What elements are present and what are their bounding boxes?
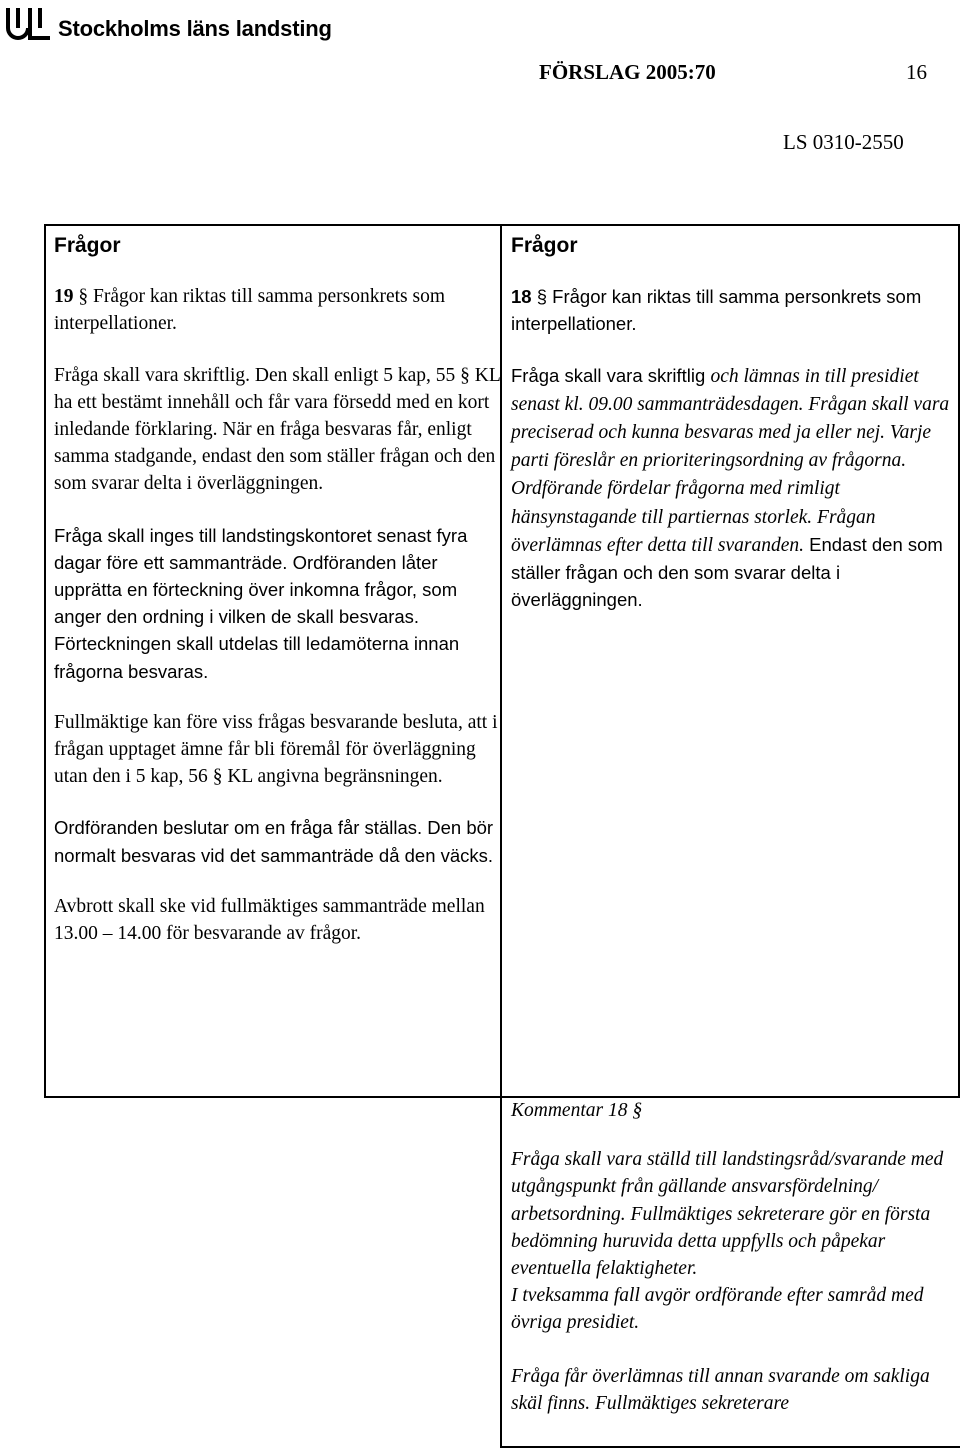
section-number: 18	[511, 286, 532, 308]
left-column	[54, 232, 502, 971]
page-header	[0, 60, 960, 90]
section-number: 19	[54, 286, 74, 308]
left-paragraph-6: Avbrott skall ske vid fullmäktiges sammanträde mellan 13.00 – 14.00 för besvarande av frågor.	[54, 895, 485, 945]
left-paragraph-1: 19 § Frågor kan riktas till samma personkrets som interpellationer.	[54, 286, 446, 335]
comment-paragraph-3: Fråga får överlämnas till annan svarande om sakliga skäl finns. Fullmäktiges sekreterare	[511, 1365, 930, 1414]
comment-column	[511, 1097, 959, 1441]
right-column	[511, 232, 951, 637]
landsting-logo-icon	[4, 6, 54, 46]
left-paragraph-3: Fråga skall inges till landstingskontoret senast fyra dagar före ett sammanträde. Ordföranden låter upprätta en förteckning över inkomna frågor, som anger den ordning i vilken de skall besvaras. Förteckningen skall utdelas till ledamöterna innan frågorna besvaras.	[54, 524, 468, 682]
right-paragraph-2: Fråga skall vara skriftlig och lämnas in till presidiet senast kl. 09.00 sammanträdesdagen. Frågan skall vara preciserad och kunna besvaras med ja eller nej. Varje parti föreslår en prioriteringsordning av frågorna. Ordförande fördelar frågorna med rimligt hänsynstagande till partiernas storlek. Frågan överlämnas efter detta till svaranden. Endast den som ställer frågan och den som svarar delta i överläggningen.	[511, 364, 950, 611]
document-reference: LS 0310-2550	[783, 130, 904, 154]
page-number: 16	[906, 60, 927, 84]
comment-paragraph-2: I tveksamma fall avgör ordförande efter samråd med övriga presidiet.	[511, 1285, 924, 1334]
section-sign: §	[460, 364, 470, 386]
table-top-border	[44, 224, 960, 226]
section-sign: §	[78, 286, 89, 308]
comment-paragraph-1: Fråga skall vara ställd till landstingsråd/svarande med utgångspunkt från gällande ansvarsfördelning/ arbetsordning. Fullmäktiges sekreterare gör en första bedömning huruvida detta uppfylls och påpekar eventuella felaktigheter.	[511, 1149, 944, 1280]
left-heading: Frågor	[54, 234, 121, 257]
section-sign: §	[536, 286, 548, 308]
comment-heading: Kommentar 18 §	[511, 1100, 643, 1121]
left-paragraph-2: Fråga skall vara skriftlig. Den skall enligt 5 kap, 55 § KL ha ett bestämt innehåll och får vara försedd med en kort inledande förklaring. När en fråga besvaras får, enligt samma stadgande, endast den som ställer frågan och den som svarar delta i överläggningen.	[54, 364, 501, 495]
right-heading: Frågor	[511, 234, 578, 257]
left-paragraph-5: Ordföranden beslutar om en fråga får ställas. Den bör normalt besvaras vid det sammanträde då den väcks.	[54, 817, 494, 866]
section-sign: §	[212, 766, 223, 788]
section-sign: §	[632, 1100, 643, 1121]
org-name: Stockholms läns landsting	[58, 16, 332, 41]
org-logo	[4, 6, 332, 46]
document-title: FÖRSLAG 2005:70	[539, 60, 716, 84]
left-paragraph-4: Fullmäktige kan före viss frågas besvarande besluta, att i frågan upptaget ämne får bli föremål för överläggning utan den i 5 kap, 56 § KL angivna begränsningen.	[54, 711, 498, 788]
table-bottom-border	[500, 1446, 960, 1448]
table-left-border	[44, 224, 46, 1098]
right-paragraph-1: 18 § Frågor kan riktas till samma personkrets som interpellationer.	[511, 286, 922, 335]
